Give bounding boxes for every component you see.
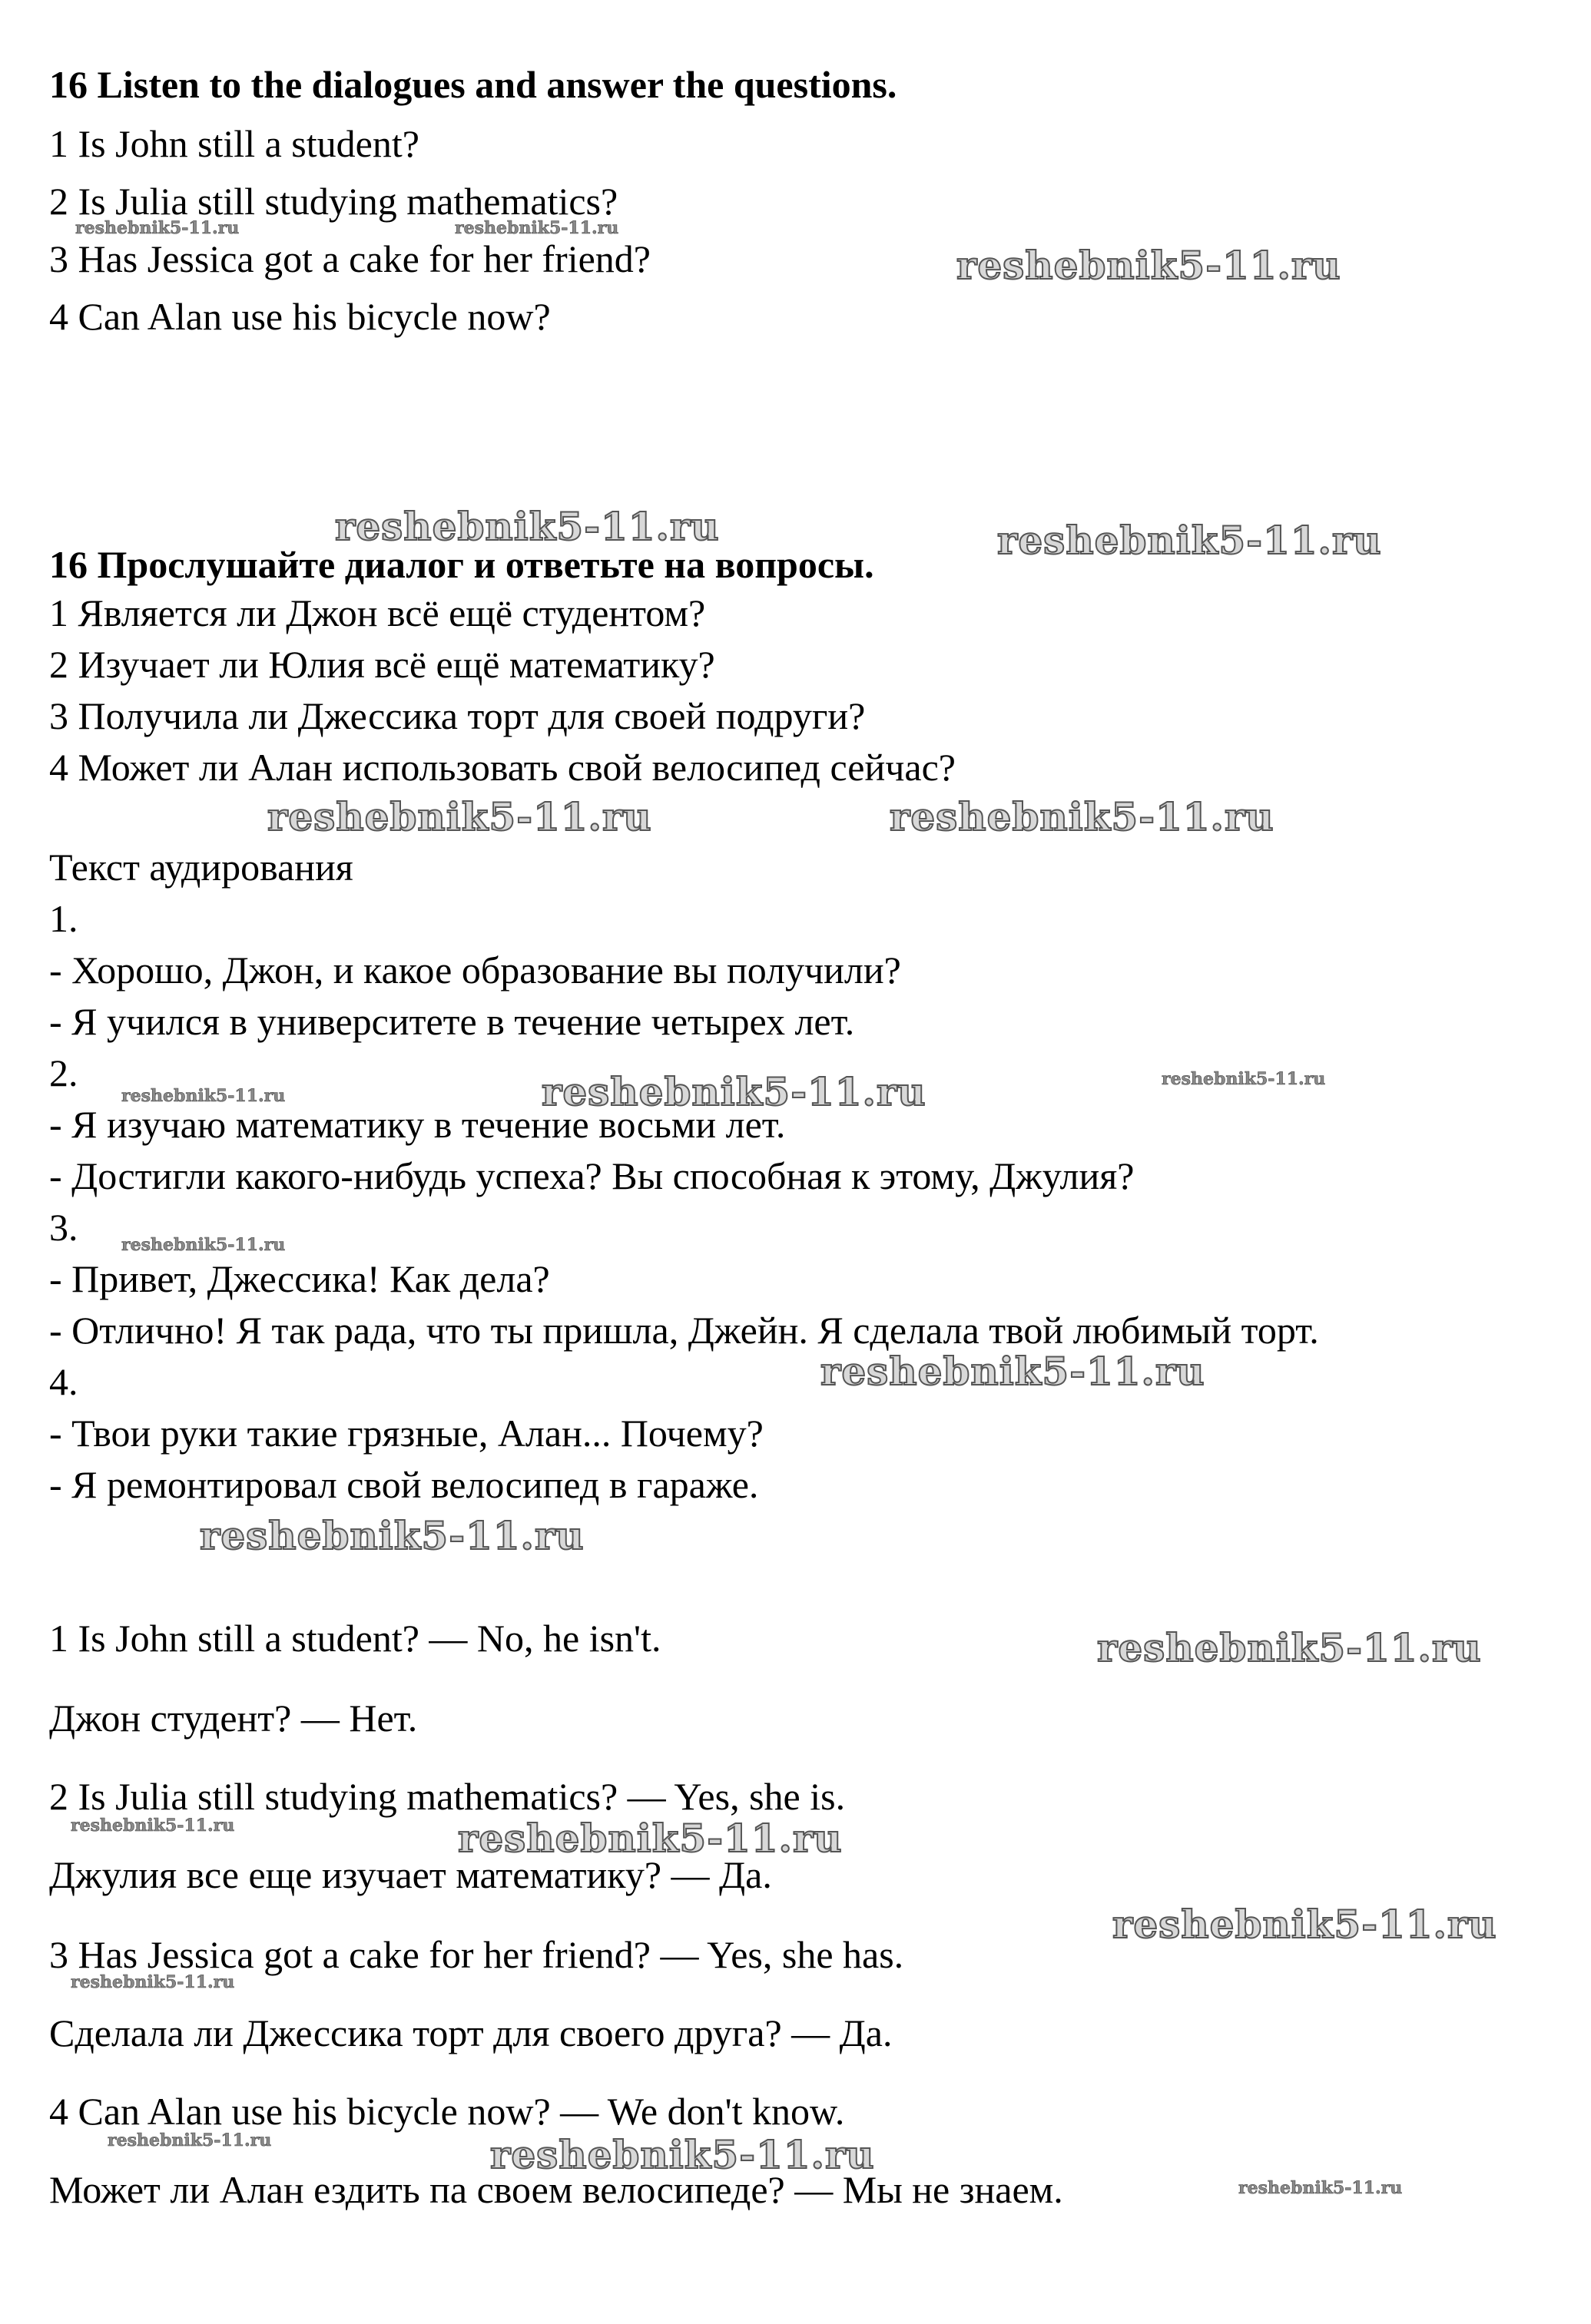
watermark: reshebnik5-11.ru bbox=[200, 1513, 585, 1558]
dialogue-2-line-1: - Я изучаю математику в течение восьми лет. bbox=[49, 1103, 786, 1146]
answer-1-ru: Джон студент? — Нет. bbox=[49, 1697, 418, 1740]
english-question-3: 3 Has Jessica got a cake for her friend? bbox=[49, 237, 651, 280]
russian-question-4: 4 Может ли Алан использовать свой велосипед сейчас? bbox=[49, 746, 956, 789]
transcript-title: Текст аудирования bbox=[49, 846, 353, 889]
dialogue-4-line-1: - Твои руки такие грязные, Алан... Почему? bbox=[49, 1412, 764, 1455]
watermark-small: reshebnik5-11.ru bbox=[75, 218, 240, 238]
answer-3-en: 3 Has Jessica got a cake for her friend? — Yes, she has. bbox=[49, 1933, 904, 1976]
watermark: reshebnik5-11.ru bbox=[820, 1349, 1205, 1394]
watermark-small: reshebnik5-11.ru bbox=[108, 2130, 272, 2150]
watermark: reshebnik5-11.ru bbox=[956, 243, 1341, 288]
watermark-small: reshebnik5-11.ru bbox=[455, 218, 619, 238]
dialogue-2-number: 2. bbox=[49, 1051, 78, 1094]
english-question-1: 1 Is John still a student? bbox=[49, 122, 419, 165]
russian-question-1: 1 Является ли Джон всё ещё студентом? bbox=[49, 591, 706, 634]
answer-2-en: 2 Is Julia still studying mathematics? — Yes, she is. bbox=[49, 1775, 846, 1818]
answer-3-ru: Сделала ли Джессика торт для своего друга? — Да. bbox=[49, 2011, 893, 2054]
watermark: reshebnik5-11.ru bbox=[1097, 1625, 1482, 1670]
answer-2-ru: Джулия все еще изучает математику? — Да. bbox=[49, 1853, 772, 1896]
dialogue-3-line-2: - Отлично! Я так рада, что ты пришла, Джейн. Я сделала твой любимый торт. bbox=[49, 1309, 1319, 1352]
watermark: reshebnik5-11.ru bbox=[267, 794, 652, 839]
watermark: reshebnik5-11.ru bbox=[458, 1816, 843, 1861]
watermark: reshebnik5-11.ru bbox=[997, 518, 1382, 563]
answer-1-en: 1 Is John still a student? — No, he isn't. bbox=[49, 1617, 661, 1660]
dialogue-3-number: 3. bbox=[49, 1206, 78, 1249]
answer-4-en: 4 Can Alan use his bicycle now? — We don't know. bbox=[49, 2090, 845, 2133]
dialogue-1-line-2: - Я учился в университете в течение четырех лет. bbox=[49, 1000, 855, 1043]
dialogue-3-line-1: - Привет, Джессика! Как дела? bbox=[49, 1257, 550, 1300]
dialogue-4-line-2: - Я ремонтировал свой велосипед в гараже. bbox=[49, 1463, 759, 1506]
answer-4-ru: Может ли Алан ездить па своем велосипеде? — Мы не знаем. bbox=[49, 2168, 1063, 2211]
russian-question-3: 3 Получила ли Джессика торт для своей подруги? bbox=[49, 694, 866, 737]
watermark-small: reshebnik5-11.ru bbox=[71, 1972, 235, 1992]
dialogue-1-line-1: - Хорошо, Джон, и какое образование вы получили? bbox=[49, 948, 901, 992]
watermark-small: reshebnik5-11.ru bbox=[121, 1086, 286, 1106]
watermark: reshebnik5-11.ru bbox=[890, 794, 1274, 839]
russian-heading: 16 Прослушайте диалог и ответьте на вопросы. bbox=[49, 543, 874, 586]
watermark-small: reshebnik5-11.ru bbox=[1162, 1069, 1326, 1089]
watermark-small: reshebnik5-11.ru bbox=[121, 1235, 286, 1255]
dialogue-4-number: 4. bbox=[49, 1360, 78, 1403]
english-heading: 16 Listen to the dialogues and answer the questions. bbox=[49, 63, 897, 106]
english-question-2: 2 Is Julia still studying mathematics? bbox=[49, 180, 618, 223]
watermark-small: reshebnik5-11.ru bbox=[1238, 2178, 1403, 2198]
watermark: reshebnik5-11.ru bbox=[490, 2132, 875, 2177]
russian-question-2: 2 Изучает ли Юлия всё ещё математику? bbox=[49, 643, 715, 686]
english-question-4: 4 Can Alan use his bicycle now? bbox=[49, 295, 551, 338]
watermark: reshebnik5-11.ru bbox=[542, 1069, 926, 1114]
dialogue-1-number: 1. bbox=[49, 897, 78, 940]
dialogue-2-line-2: - Достигли какого-нибудь успеха? Вы способная к этому, Джулия? bbox=[49, 1154, 1135, 1197]
watermark: reshebnik5-11.ru bbox=[1112, 1902, 1497, 1947]
watermark: reshebnik5-11.ru bbox=[335, 504, 720, 549]
watermark-small: reshebnik5-11.ru bbox=[71, 1816, 235, 1836]
